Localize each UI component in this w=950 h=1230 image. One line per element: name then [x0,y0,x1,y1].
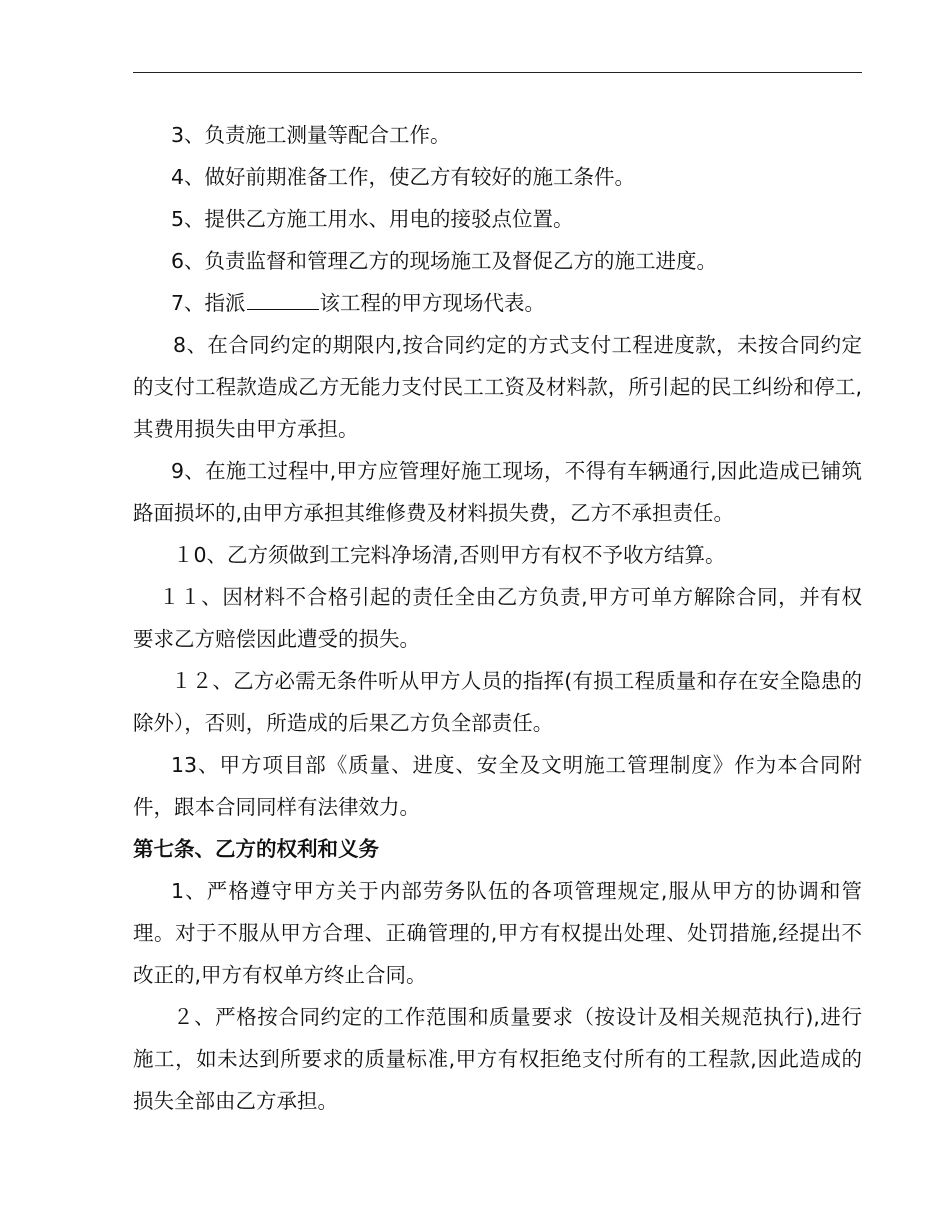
fill-in-blank [247,308,319,310]
obligation-item-2: ２、严格按合同约定的工作范围和质量要求（按设计及相关规范执行),进行施工，如未达到所要求的质量标准,甲方有权拒绝支付所有的工程款,因此造成的损失全部由乙方承担。 [133,1005,862,1113]
clause-item-4: 4、做好前期准备工作，使乙方有较好的施工条件。 [171,165,636,189]
clause-item-6: 6、负责监督和管理乙方的现场施工及督促乙方的施工进度。 [171,249,718,273]
clause-item-9: 9、在施工过程中,甲方应管理好施工现场，不得有车辆通行,因此造成已铺筑路面损坏的,由甲方承担其维修费及材料损失费，乙方不承担责任。 [133,459,862,525]
section-heading: 第七条、乙方的权利和义务 [133,837,379,861]
clause-item-5: 5、提供乙方施工用水、用电的接驳点位置。 [171,207,574,231]
clause-item-8: 8、在合同约定的期限内,按合同约定的方式支付工程进度款，未按合同约定的支付工程款造成乙方无能力支付民工工资及材料款，所引起的民工纠纷和停工,其费用损失由甲方承担。 [133,333,862,441]
clause-item-13: 13、甲方项目部《质量、进度、安全及文明施工管理制度》作为本合同附件，跟本合同同样有法律效力。 [133,753,862,819]
clause-item-7: 7、指派 该工程的甲方现场代表。 [171,291,546,315]
clause-item-12: １２、乙方必需无条件听从甲方人员的指挥(有损工程质量和存在安全隐患的除外），否则，所造成的后果乙方负全部责任。 [133,669,862,735]
document-body [133,114,862,1122]
clause-item-3: 3、负责施工测量等配合工作。 [171,123,451,147]
clause-item-11: １１、因材料不合格引起的责任全由乙方负责,甲方可单方解除合同，并有权要求乙方赔偿因此遭受的损失。 [133,585,862,651]
obligation-item-1: 1、严格遵守甲方关于内部劳务队伍的各项管理规定,服从甲方的协调和管理。对于不服从甲方合理、正确管理的,甲方有权提出处理、处罚措施,经提出不改正的,甲方有权单方终止合同。 [133,879,862,987]
clause-item-10: １0、乙方须做到工完料净场清,否则甲方有权不予收方结算。 [173,543,726,567]
header-rule [133,72,862,73]
